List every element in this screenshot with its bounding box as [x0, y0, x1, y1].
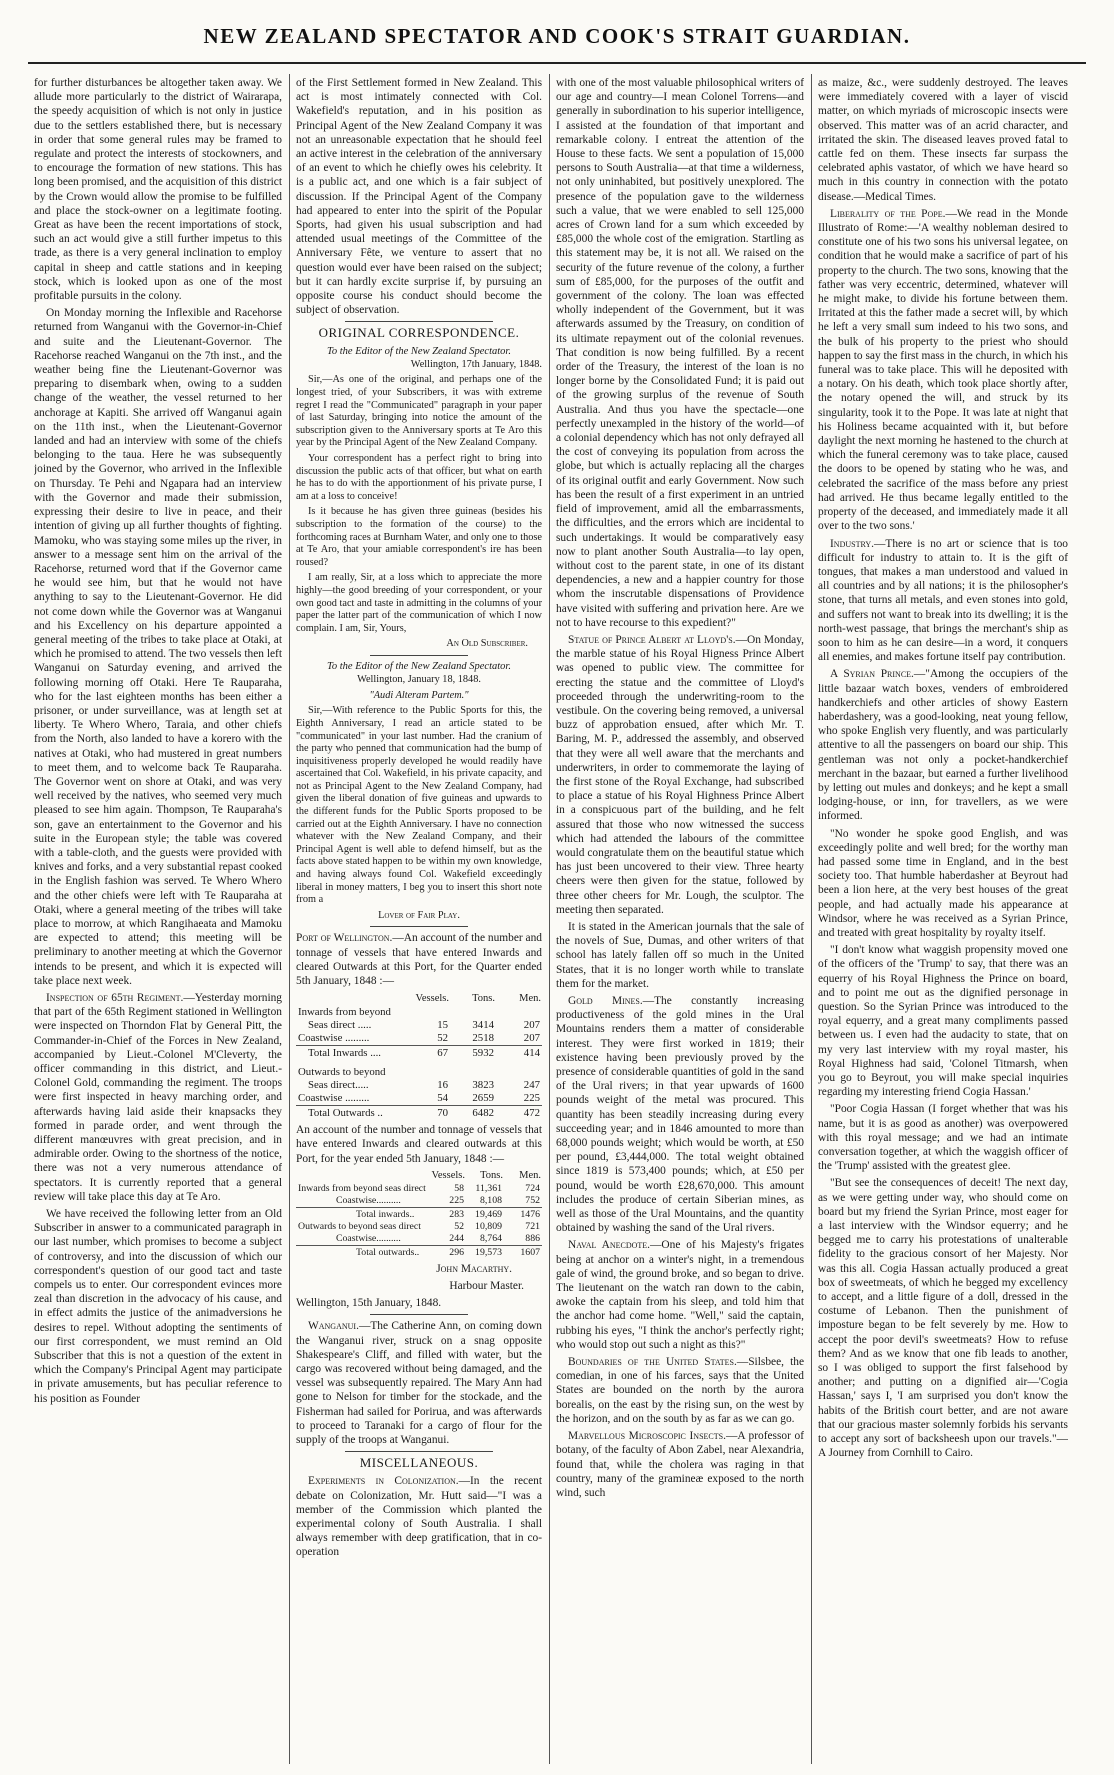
section-heading: MISCELLANEOUS.: [359, 1455, 479, 1471]
divider: [370, 926, 468, 927]
article-paragraph: "I don't know what waggish propensity moved one of the officers of the 'Trump' to say, that there was an equerry of his Royal Highness the Prince on board, and to point me out as the dignified personage in question. So the Syrian Prince was introduced to the royal equerry, and a great many compliments passed between us. I even had the audacity to state, that on my very last interview with my royal master, his Royal Highness had said, 'Colonel Titmarsh, when you go to Beyrout, you will make special inquiries regarding my interesting friend Cogia Hassan.': [818, 944, 1068, 1099]
table-total-row: [296, 1207, 542, 1221]
table-cell: 225: [523, 1092, 540, 1105]
table-cell: 19,573: [466, 1245, 504, 1259]
article-heading: Marvellous Microscopic Insects.: [568, 1430, 726, 1443]
article-paragraph: with one of the most valuable philosophical writers of our age and country—I mean Colonel Torrens—and generally in subordination to his superior intelligence, I assisted at the foundation of that important and remarkable colony. I entreat the attention of the House to these facts. We sent a population of 15,000 persons to South Australia—at that time a wilderness, not only uninhabited, but positively unexplored. The presence of the population gave to the wilderness such a value, that we were enabled to sell 125,000 acres of Crown land for a sum which exceeded by £85,000 the whole cost of the emigration. Startling as this statement may be, it is not all. We raised on the security of the future revenue of the colony, a further sum of £85,000, for the purposes of the outfit and government of the colony. The loan was effected wholly independent of the Government, but it was afterwards assumed by the Treasury, on condition of its ultimate repayment out of the colonial revenues. That condition is now being fulfilled. By a recent order of the Treasury, the interest of the loan is no longer borne by the Consolidated Fund; it is paid out of the growing surplus of the revenue of South Australia. And thus you have the spectacle—one perfectly unexampled in the history of the world—of a colonial dependency which has not only defrayed all the cost of conveying its population from across the globe, but which is actually replacing all the charges of its original outfit and early Government. Now such has been the result of a first experiment in an untried field of improvement, amid all the embarrassments, the difficulties, and the errors which are incidental to such undertakings. It would be comparatively easy now to plant another South Australia—to lay open, without cost to the parent state, in one of its distant dependencies, a new and a happier country for those whom the inscrutable dispensations of Providence have visited with suffering and privation here. Are we not to have recourse to this expedient?": [556, 77, 804, 629]
table-cell: 19,469: [466, 1207, 504, 1221]
table-cell: 2659: [472, 1092, 494, 1105]
column-rule: [811, 74, 812, 1764]
table-cell: Total Outwards ..: [296, 1106, 404, 1121]
table-cell: 247: [523, 1079, 540, 1092]
letter-date: Wellington, January 18, 1848.: [357, 674, 481, 686]
table-cell: 283: [428, 1207, 466, 1221]
table-cell: 16: [437, 1079, 448, 1092]
table-cell: 8,764: [479, 1232, 502, 1244]
article-paragraph: "No wonder he spoke good English, and was exceedingly polite and well bred; for the worthy man had passed some time in England, and in the best society too. That humble haberdasher at Beyrout had been a lion here, at the very best houses of the great people, and had actually made his appearance at Windsor, where he was received as a Syrian Prince, and treated with great hospitality by royalty itself.: [818, 827, 1068, 939]
column-rule: [549, 74, 550, 1764]
table-cell: Coastwise..........: [336, 1232, 401, 1244]
article-heading: Boundaries of the United States.: [568, 1356, 737, 1369]
harbour-master-signature: John Macarthy.: [436, 1262, 512, 1275]
article-heading: Wanganui.: [308, 1320, 359, 1333]
letter-motto: "Audi Alteram Partem.": [369, 689, 469, 701]
article-body: —There is no art or science that is too difficult for industry to attain to. It is the gift of tongues, that makes a man understood and valued in all countries and by all nations; it is the philosopher's stone, that turns all metals, and even stones into gold, and suffers not want to break into its dwelling; it is the north-west passage, that brings the merchant's ship as soon to him as he can desire—in a word, it conquers all enemies, and makes fortune itself pay contribution.: [818, 537, 1068, 664]
letter-address: To the Editor of the New Zealand Spectator.: [327, 345, 511, 357]
divider: [370, 655, 468, 656]
article-paragraph: [556, 1429, 804, 1500]
article-body: —We read in the Monde Illustrato of Rome:—'A wealthy nobleman desired to constitute one of his two sons his universal legatee, on condition that he would make a sacrifice of part of his property to the church. The two sons, knowing that the father was very eccentric, determined, whatever will he might make, to divide his fortune between them. Irritated at this the father made a secret will, by which he left a very small sum indeed to his two sons, and the bulk of his property to the priest who should happen to say the first mass in the church, in which his funeral was to take place. This will he deposited with a notary. On his death, which took place shortly after, the notary opened the will, and struck by its singularity, took it to the Pope. It was late at night that his Holiness became acquainted with it, but before daylight the next morning he hastened to the church at which the funeral ceremony was to take place, caused the doors to be opened by stating who he was, and celebrated the sacrifice of the mass before any priest had arrived. He thus became legally entitled to the property of the deceased, and immediately made it all over to the two sons.': [818, 207, 1068, 533]
table-cell: 52: [437, 1032, 448, 1045]
table-row: [296, 1233, 542, 1246]
table-cell: 3823: [472, 1079, 494, 1092]
table-row: [296, 1019, 542, 1032]
letter-paragraph: Is it because he has given three guineas (besides his subscription to the formation of the course) to the forthcoming races at Burnham Water, and only one to those at Te Aro, that your amiable correspondent's ire has been roused?: [296, 506, 542, 568]
table-cell: 414: [496, 1046, 542, 1061]
table-cell: 5932: [450, 1046, 496, 1061]
table-group-label: Inwards from beyond: [298, 1006, 391, 1019]
shipping-table-quarter: [296, 991, 542, 1120]
dateline: Wellington, 15th January, 1848.: [296, 1297, 442, 1310]
letter-address: To the Editor of the New Zealand Spectator.: [327, 660, 511, 672]
article-body: —An account of the number and tonnage of vessels that have entered Inwards and cleared Outwards at this Port, for the Quarter ended 5th January, 1848 :—: [296, 932, 542, 988]
article-body: —A professor of botany, of the faculty of Abon Zabel, near Alexandria, found that, while the cholera was raging in that country, many of the gramineæ exposed to the north wind, such: [556, 1430, 804, 1499]
table-cell: 296: [428, 1245, 466, 1259]
table-cell: 752: [525, 1194, 540, 1206]
table-cell: 3414: [472, 1019, 494, 1032]
letter-signature: An Old Subscriber.: [446, 638, 528, 650]
article-paragraph: [34, 991, 282, 1204]
table-cell: 6482: [450, 1106, 496, 1121]
column-rule: [289, 74, 290, 1764]
table-cell: Seas direct .....: [308, 1019, 372, 1032]
table-cell: Coastwise .........: [298, 1032, 370, 1045]
article-body: —On Monday, the marble statue of his Royal Higness Prince Albert was opened to public view. The committee for erecting the statue and the committee of Lloyd's proceeded through the underwriting-room to the vestibule. On the covering being removed, a universal buzz of approbation ensued, after which Mr. T. Baring, M. P., addressed the assembly, and observed that they were all well aware that the merchants and underwriters, in order to commemorate the laying of the first stone of the Royal Exchange, had subscribed to place a statue of his Royal Highness Prince Albert in a conspicuous part of the building, and he felt assured that those who now witnessed the success which had attended the labours of the committee would congratulate them on the beautiful statue which has just been uncovered to their view. Three hearty cheers were then given for the statue, followed by three other cheers for Mr. Lough, the sculptor. The meeting then separated.: [556, 633, 804, 916]
table-total-row: [296, 1245, 542, 1259]
article-body: —In the recent debate on Colonization, Mr. Hutt said—"I was a member of the Commission which planted the experimental colony of South Australia. I shall always remember with deep gratification, that in co-operation: [296, 1475, 542, 1559]
article-body: —Yesterday morning that part of the 65th Regiment stationed in Wellington were inspected on Thorndon Flat by General Pitt, the Commander-in-Chief of the Forces in New Zealand, accompanied by Lieut.-Colonel M'Cleverty, the officer commanding in this district, and Lieut.-Colonel Gold, commanding the regiment. The troops were first inspected in heavy marching order, and afterwards having laid aside their knapsacks they formed in parade order, and went through the different manœuvres with great precision, and in admirable order. Owing to the shortness of the notice, there was not a very numerous attendance of spectators. It is currently reported that a general review will take place this day at Te Aro.: [34, 992, 282, 1203]
letter-date: Wellington, 17th January, 1848.: [410, 358, 542, 370]
table-cell: 724: [525, 1182, 540, 1194]
harbour-master-title: Harbour Master.: [449, 1280, 524, 1293]
section-rule: [345, 1451, 493, 1452]
article-paragraph: for further disturbances be altogether taken away. We allude more particularly to the district of Wairarapa, the speedy acquisition of which is not only in justice due to the settlers established there, but is necessary in order that some general rules may be framed to regulate and protect the interests of stockowners, and to encourage the formation of new stations. This has long been promised, and the acquisition of this district by the Crown would allow the promise to be fulfilled and place the stock-owner on a legitimate footing. Great as have been the recent importations of stock, such an act would give a still further impetus to this trade, as there is a very general inclination to employ capital in sheep and cattle stations and in keeping stock, which is looked upon as one of the most profitable pursuits in the colony.: [34, 77, 282, 303]
table-group-label: Outwards to beyond: [298, 1066, 386, 1079]
article-heading: A Syrian Prince.: [830, 668, 914, 681]
article-heading: Gold Mines.: [568, 995, 643, 1007]
divider: [370, 1314, 468, 1315]
column-1: [34, 76, 282, 1768]
table-row: [296, 1032, 542, 1046]
table-cell: 58: [454, 1182, 464, 1194]
article-paragraph: [818, 207, 1068, 534]
table-cell: Inwards from beyond seas direct: [298, 1182, 426, 1194]
table-cell: Seas direct.....: [308, 1079, 369, 1092]
table-cell: 67: [404, 1046, 450, 1061]
masthead-rule: [28, 62, 1086, 64]
article-heading: Inspection of 65th Regiment.: [46, 992, 184, 1004]
table-row: [296, 1221, 542, 1233]
column-4: [818, 76, 1068, 1768]
table-cell: 2518: [472, 1032, 494, 1045]
article-body: —Silsbee, the comedian, in one of his farces, says that the United States are bounded on the north by the aurora borealis, on the east by the rising sun, on the west by the horizon, and on the south by as far as we can go.: [556, 1356, 804, 1425]
table-cell: 244: [449, 1232, 464, 1244]
table-row: [296, 1079, 542, 1092]
table-cell: Coastwise..........: [336, 1194, 401, 1206]
table-header: Men.: [519, 1169, 541, 1181]
article-paragraph: of the First Settlement formed in New Zealand. This act is most intimately connected with Col. Wakefield's reputation, and in his position as Principal Agent of the New Zealand Company it was not an unreasonable expectation that he should feel an active interest in the celebration of the anniversary of an event to which he chiefly owes his celebrity. It is a public act, and one which is a fair subject of discussion. If the Principal Agent of the Company had appeared to enter into the spirit of the Popular Sports, had given his usual subscription and had attended usual meetings of the Committee of the Anniversary Fête, we venture to assert that no question would ever have been raised on the subject; but it can hardly excite surprise if, by pursuing an opposite course his conduct should become the subject of observation.: [296, 77, 542, 317]
letter-paragraph: Sir,—As one of the original, and perhaps one of the longest tried, of your Subscribers, it was with extreme regret I read the "Communicated" paragraph in your paper of last Saturday, bringing into notice the amount of the subscription given to the Anniversary sports at Te Aro this year by the Principal Agent of the New Zealand Company.: [296, 374, 542, 449]
table-cell: 886: [525, 1232, 540, 1244]
article-heading: Industry.: [830, 537, 874, 550]
article-heading: Liberality of the Pope.: [830, 207, 946, 220]
letter-paragraph: I am really, Sir, at a loss which to appreciate the more highly—the good breeding of your correspondent, or your own good tact and taste in admitting in the columns of your paper the latter part of the communication of which I now complain. I am, Sir, Yours,: [296, 572, 542, 634]
article-paragraph: On Monday morning the Inflexible and Racehorse returned from Wanganui with the Governor-in-Chief and suite and the Lieutenant-Governor. The Racehorse reached Wanganui on the 7th inst., and the weather being fine the Lieutenant-Governor was preparing to disembark when, owing to a sudden change of the weather, the vessel returned to her anchorage at Kapiti. She arrived off Wanganui again on the 11th inst., when the Lieutenant-Governor landed and had an interview with some of the chiefs belonging to the taua. Here he was subsequently joined by the Governor, who arrived in the Inflexible on Thursday. Te Pehi and Ngapara had an interview with the Governor and made their submission, expressing their desire to live in peace, and their intention of giving up all further thoughts of fighting. Mamoku, who was staying some miles up the river, in answer to a message sent him on the arrival of the Racehorse, returned word that if the Governor came he would see him, but that he would not have anything to say to the Lieutenant-Governor. He did not come down while the Governor was at Wanganui and his Excellency on his departure appointed a general meeting of the tribes to take place at Otaki, at which he promised to attend. The two vessels then left Wanganui on Saturday evening, and arrived the following morning off Otaki. Here Te Rauparaha, who for the last eighteen months has been either a prisoner, or under surveillance, was at length set at liberty. Te Whero Whero, Taraia, and other chiefs from the North, also landed to have a korero with the natives at Otaki, who had mustered in great numbers to meet them, and to welcome back Te Rauparaha. The Governor went on shore at Otaki, and was very well received by the natives, who seemed very much pleased to see him again. Thompson, Te Rauparaha's son, gave an entertainment to the Governor and his suite in the European style; the table was covered with a table-cloth, and the guests were provided with knives and forks, and a very substantial repast cooked in the English fashion was served. Te Whero Whero and the other chiefs were left with Te Rauparaha at Otaki, where a general meeting of the tribes will take place to morrow, at which Rangihaeata and Mamoku are expected to attend; this meeting will be preliminary to another meeting at which the Governor intends to be present, and which it is expected will take place next week.: [34, 307, 282, 987]
table-cell: 721: [525, 1220, 540, 1232]
table-cell: 225: [449, 1194, 464, 1206]
article-paragraph: [818, 667, 1068, 823]
article-paragraph: [556, 1355, 804, 1426]
table-row: [296, 1183, 542, 1195]
table-header: Vessels.: [415, 993, 449, 1005]
table-row: [296, 1195, 542, 1208]
table-cell: Total inwards..: [296, 1207, 428, 1221]
column-3: [556, 76, 804, 1768]
table-cell: 11,361: [475, 1182, 502, 1194]
article-paragraph: It is stated in the American journals that the sale of the novels of Sue, Dumas, and other writers of that school has lately fallen off so much in the United States, that it is no longer worth while to translate them for the market.: [556, 920, 804, 990]
letter-signature: Lover of Fair Play.: [378, 909, 460, 921]
table-header: Tons.: [472, 993, 495, 1005]
table-cell: Total Inwards ....: [296, 1046, 404, 1061]
article-body: —The constantly increasing productiveness of the gold mines in the Ural Mountains renders them a matter of considerable interest. They were first worked in 1819; their existence having been previously proved by the presence of considerable quantities of gold in the sand of the Ural rivers; in that year upwards of 1600 pounds weight of the metal was procured. This quantity has been steadily increasing during every succeeding year; and in 1846 amounted to more than 68,000 pounds weight; which would be worth, at £50 per pound, £3,444,000. The total weight obtained since 1819 is 573,400 pounds; which, at £50 per pound, would be worth £28,670,000. This amount includes the produce of certain Siberian mines, as well as those of the Ural Mountains, and the quantity obtained by washing the sand of the Ural rivers.: [556, 995, 804, 1235]
article-paragraph: as maize, &c., were suddenly destroyed. The leaves were immediately covered with a layer of viscid matter, on which myriads of microscopic insects were observed. This matter was of an acrid character, and irritated the skin. The diseased leaves proved fatal to cattle fed on them. These insects far surpass the celebrated aphis vastator, of which we have heard so much in this country in connection with the potato disease.—Medical Times.: [818, 77, 1068, 203]
table-cell: 15: [437, 1019, 448, 1032]
table-header: Men.: [519, 993, 541, 1005]
table-cell: 1607: [504, 1245, 542, 1259]
article-paragraph: [296, 1474, 542, 1559]
table-cell: 52: [454, 1220, 464, 1232]
table-total-row: [296, 1106, 542, 1121]
article-paragraph: [556, 994, 804, 1235]
letter-paragraph: Your correspondent has a perfect right to bring into discussion the public acts of that officer, but what on earth he has to do with the apportionment of his private purse, I am at a loss to conceive!: [296, 453, 542, 502]
table-cell: 54: [437, 1092, 448, 1105]
letter-paragraph: Sir,—With reference to the Public Sports for this, the Eighth Anniversary, I read an article stated to be "communicated" in your last number. Had the cranium of the party who penned that communication had the bump of inquisitiveness properly developed he would readily have ascertained that Col. Wakefield, in his private capacity, and not as Principal Agent to the New Zealand Company, had given the liberal donation of five guineas and upwards to the different funds for the Public Sports proposed to be carried out at the Eighth Anniversary. I have no connection whatever with the New Zealand Company, and their Principal Agent is well able to defend himself, but as the facts above stated happen to be within my own knowledge, and having always found Col. Wakefield exceedingly liberal in money matters, I beg you to insert this short note from a: [296, 705, 542, 906]
column-2: [296, 76, 542, 1768]
table-cell: 10,809: [475, 1220, 502, 1232]
table-cell: 207: [523, 1032, 540, 1045]
table-row: [296, 1092, 542, 1106]
section-rule: [345, 321, 493, 322]
article-paragraph: [296, 931, 542, 988]
table-cell: Coastwise .........: [298, 1092, 370, 1105]
article-paragraph: [556, 1238, 804, 1352]
article-paragraph: "But see the consequences of deceit! The next day, as we were getting under way, who should come on board but my friend the Syrian Prince, most eager for a last interview with the Windsor equerry; and he begged me to carry his protestations of unalterable fidelity to the gracious consort of her Majesty. Nor was this all. Cogia Hassan actually produced a great box of sweetmeats, of which he begged my excellency to accept, and a little figure of a doll, dressed in the costume of Lebanon. Then the punishment of imposture began to be felt severely by me. How to accept the poor devil's sweetmeats? How to refuse them? And as we know that one fib leads to another, so I was obliged to support the first falsehood by another; and putting on a dignified air—'Cogia Hassan,' says I, 'I am surprised you don't know the habits of the British court better, and are not aware that our gracious master solemnly forbids his servants to accept any sort of backsheesh upon our travels."—A Journey from Cornhill to Cairo.: [818, 1177, 1068, 1460]
article-heading: Statue of Prince Albert at Lloyd's.: [568, 633, 736, 646]
article-body: —The Catherine Ann, on coming down the Wanganui river, struck on a snag opposite Shakespeare's Cliff, and filled with water, but the cargo was recovered without being damaged, and the vessel was subsequently repaired. The Mary Ann had gone to Nelson for timber for the stockade, and the Fisherman had sailed for Porirua, and was afterwards to proceed to Taranaki for a cargo of flour for the supply of the troops at Wanganui.: [296, 1320, 542, 1447]
table-cell: Total outwards..: [296, 1245, 428, 1259]
section-heading: ORIGINAL CORRESPONDENCE.: [318, 325, 520, 341]
article-paragraph: We have received the following letter from an Old Subscriber in answer to a communicated paragraph in our last number, which promises to become a subject of controversy, and into the discussion of which our correspondent's question of our good tact and taste compels us to enter. Our correspondent evinces more zeal than discretion in the advocacy of his cause, and in effect admits the justice of the animadversions he desires to repel. Without adopting the sentiments of our first correspondent, we must remind an Old Subscriber that this is not a question of the extent in which the Company's Principal Agent may participate in private amusements, but has peculiar reference to his position as Founder: [34, 1208, 282, 1405]
article-paragraph: [818, 537, 1068, 665]
article-body: —"Among the occupiers of the little bazaar watch boxes, venders of embroidered handkerchiefs and other articles of showy Eastern haberdashery, was a good-looking, neat young fellow, who spoke English very fluently, and was particularly attentive to all the passengers on board our ship. This gentleman was not only a pocket-handkerchief merchant in the bazaar, but earned a further livelihood by letting out mules and donkeys; and he kept a small lodging-house, or inn, for travellers, as we were informed.: [818, 668, 1068, 823]
article-heading: Naval Anecdote.: [568, 1239, 651, 1252]
table-cell: 8,108: [479, 1194, 502, 1206]
article-paragraph: [296, 1319, 542, 1447]
article-heading: Experiments in Colonization.: [308, 1475, 459, 1488]
table-header: Vessels.: [431, 1169, 465, 1181]
table-cell: 207: [523, 1019, 540, 1032]
table-cell: 70: [404, 1106, 450, 1121]
table-cell: 1476: [504, 1207, 542, 1221]
table-cell: 472: [496, 1106, 542, 1121]
article-paragraph: "Poor Cogia Hassan (I forget whether that was his name, but it is as good as another) was overpowered with this royal message; and we had an intimate conversation together, at which the waggish officer of the 'Trump' assisted with the greatest glee.: [818, 1103, 1068, 1173]
article-body: —One of his Majesty's frigates being at anchor on a winter's night, in a tremendous gale of wind, the ground broke, and so began to drive. The lieutenant on the watch ran down to the cabin, awoke the captain from his sleep, and told him that the anchor had come home. "Well," said the captain, rubbing his eyes, "I think the anchor's perfectly right; who would stop out such a night as this?": [556, 1239, 804, 1351]
article-paragraph: An account of the number and tonnage of vessels that have entered Inwards and cleared outwards at this Port, for the year ended 5th January, 1848 :—: [296, 1124, 542, 1165]
article-heading: Port of Wellington.: [296, 932, 393, 945]
table-total-row: [296, 1046, 542, 1061]
masthead: NEW ZEALAND SPECTATOR AND COOK'S STRAIT GUARDIAN.: [203, 24, 911, 48]
shipping-table-year: [296, 1169, 542, 1259]
table-cell: Outwards to beyond seas direct: [298, 1220, 421, 1232]
article-paragraph: [556, 633, 804, 917]
table-header: Tons.: [480, 1169, 503, 1181]
